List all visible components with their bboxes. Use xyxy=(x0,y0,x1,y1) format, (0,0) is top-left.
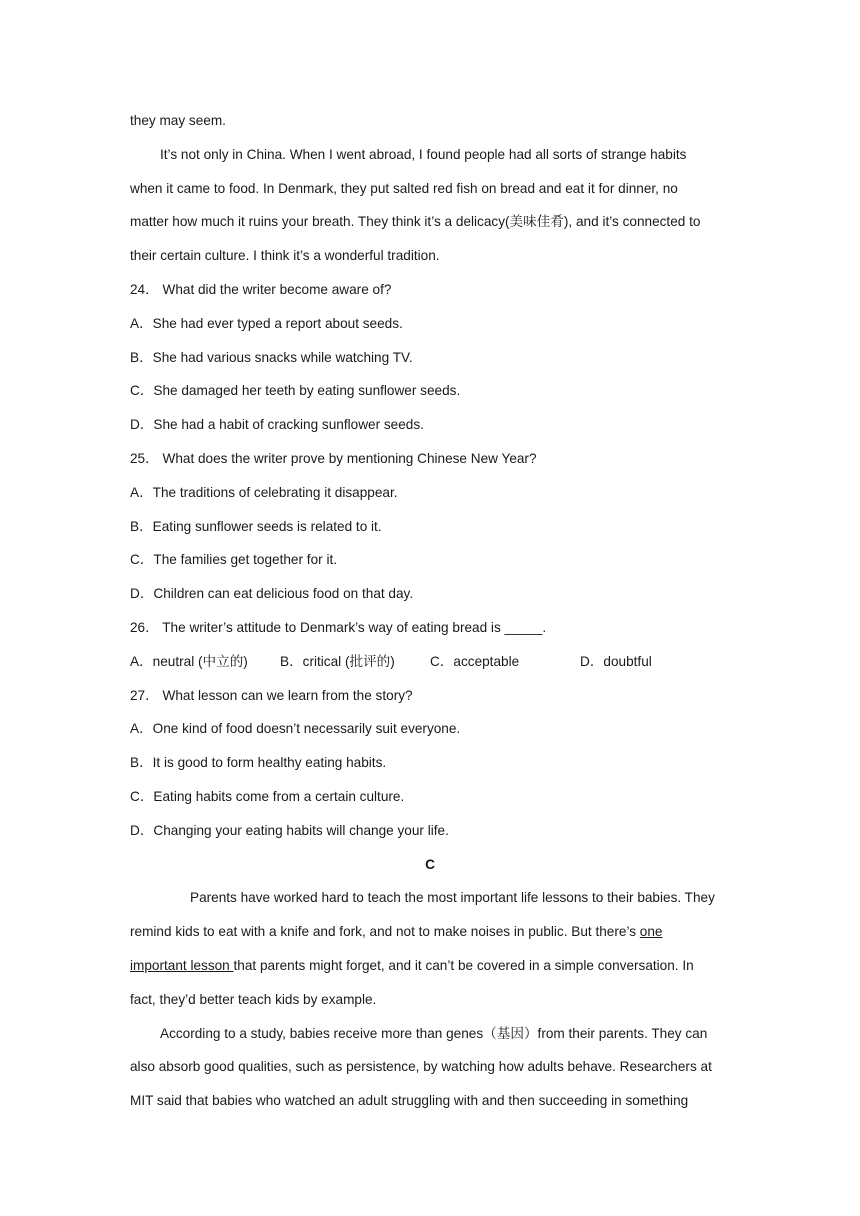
question-24-option-a: A．She had ever typed a report about seeds. xyxy=(130,315,403,331)
section-c-line: fact, they’d better teach kids by example. xyxy=(130,991,377,1007)
underlined-phrase: important lesson xyxy=(130,957,234,973)
section-c-text: remind kids to eat with a knife and fork, and not to make noises in public. But there’s xyxy=(130,924,640,940)
question-25-option-d: D．Children can eat delicious food on that day. xyxy=(130,586,414,602)
passage-line: when it came to food. In Denmark, they put salted red fish on bread and eat it for dinner, no xyxy=(130,180,678,196)
question-26-option-d: D．doubtful xyxy=(580,653,652,669)
question-27-option-b: B．It is good to form healthy eating habits. xyxy=(130,755,387,771)
passage-line: matter how much it ruins your breath. They think it’s a delicacy(美味佳肴), and it’s connected to xyxy=(130,214,701,230)
section-c-line xyxy=(130,949,730,983)
question-26-option-b: B．critical (批评的) xyxy=(280,653,395,669)
question-24-option-b: B．She had various snacks while watching TV. xyxy=(130,349,413,365)
question-27-option-d: D．Changing your eating habits will change your life. xyxy=(130,822,449,838)
section-c-line xyxy=(130,915,730,949)
question-24-option-c: C．She damaged her teeth by eating sunflower seeds. xyxy=(130,383,461,399)
section-c-heading: C xyxy=(425,856,435,872)
section-c-paragraph-start: Parents have worked hard to teach the most important life lessons to their babies. They xyxy=(190,890,715,906)
question-25-option-c: C．The families get together for it. xyxy=(130,552,338,568)
passage-line: they may seem. xyxy=(130,113,226,128)
question-26-option-c: C．acceptable xyxy=(430,653,520,669)
underlined-phrase: one xyxy=(639,924,663,940)
section-c-line: also absorb good qualities, such as persistence, by watching how adults behave. Researchers at xyxy=(130,1059,712,1075)
question-26-option-a: A．neutral (中立的) xyxy=(130,653,248,669)
section-c-text: that parents might forget, and it can’t be covered in a simple conversation. In xyxy=(233,957,694,973)
question-27-stem: 27． What lesson can we learn from the story? xyxy=(130,687,413,703)
question-27-option-c: C．Eating habits come from a certain culture. xyxy=(130,788,405,804)
question-25-stem: 25． What does the writer prove by mentioning Chinese New Year? xyxy=(130,450,537,466)
question-25-option-a: A．The traditions of celebrating it disappear. xyxy=(130,484,398,500)
section-c-line: MIT said that babies who watched an adult struggling with and then succeeding in something xyxy=(130,1093,689,1109)
question-26-options xyxy=(130,645,730,679)
passage-paragraph-start: It’s not only in China. When I went abroad, I found people had all sorts of strange habits xyxy=(160,146,687,162)
passage-line: their certain culture. I think it’s a wonderful tradition. xyxy=(130,248,440,264)
section-c-paragraph-start: According to a study, babies receive more than genes（基因）from their parents. They can xyxy=(160,1025,708,1041)
question-27-option-a: A．One kind of food doesn’t necessarily suit everyone. xyxy=(130,721,461,737)
document-body xyxy=(130,104,730,1118)
question-24-option-d: D．She had a habit of cracking sunflower seeds. xyxy=(130,417,424,433)
question-24-stem: 24． What did the writer become aware of? xyxy=(130,281,392,297)
question-26-stem: 26． The writer’s attitude to Denmark’s way of eating bread is _____. xyxy=(130,619,547,635)
question-25-option-b: B．Eating sunflower seeds is related to it. xyxy=(130,518,382,534)
